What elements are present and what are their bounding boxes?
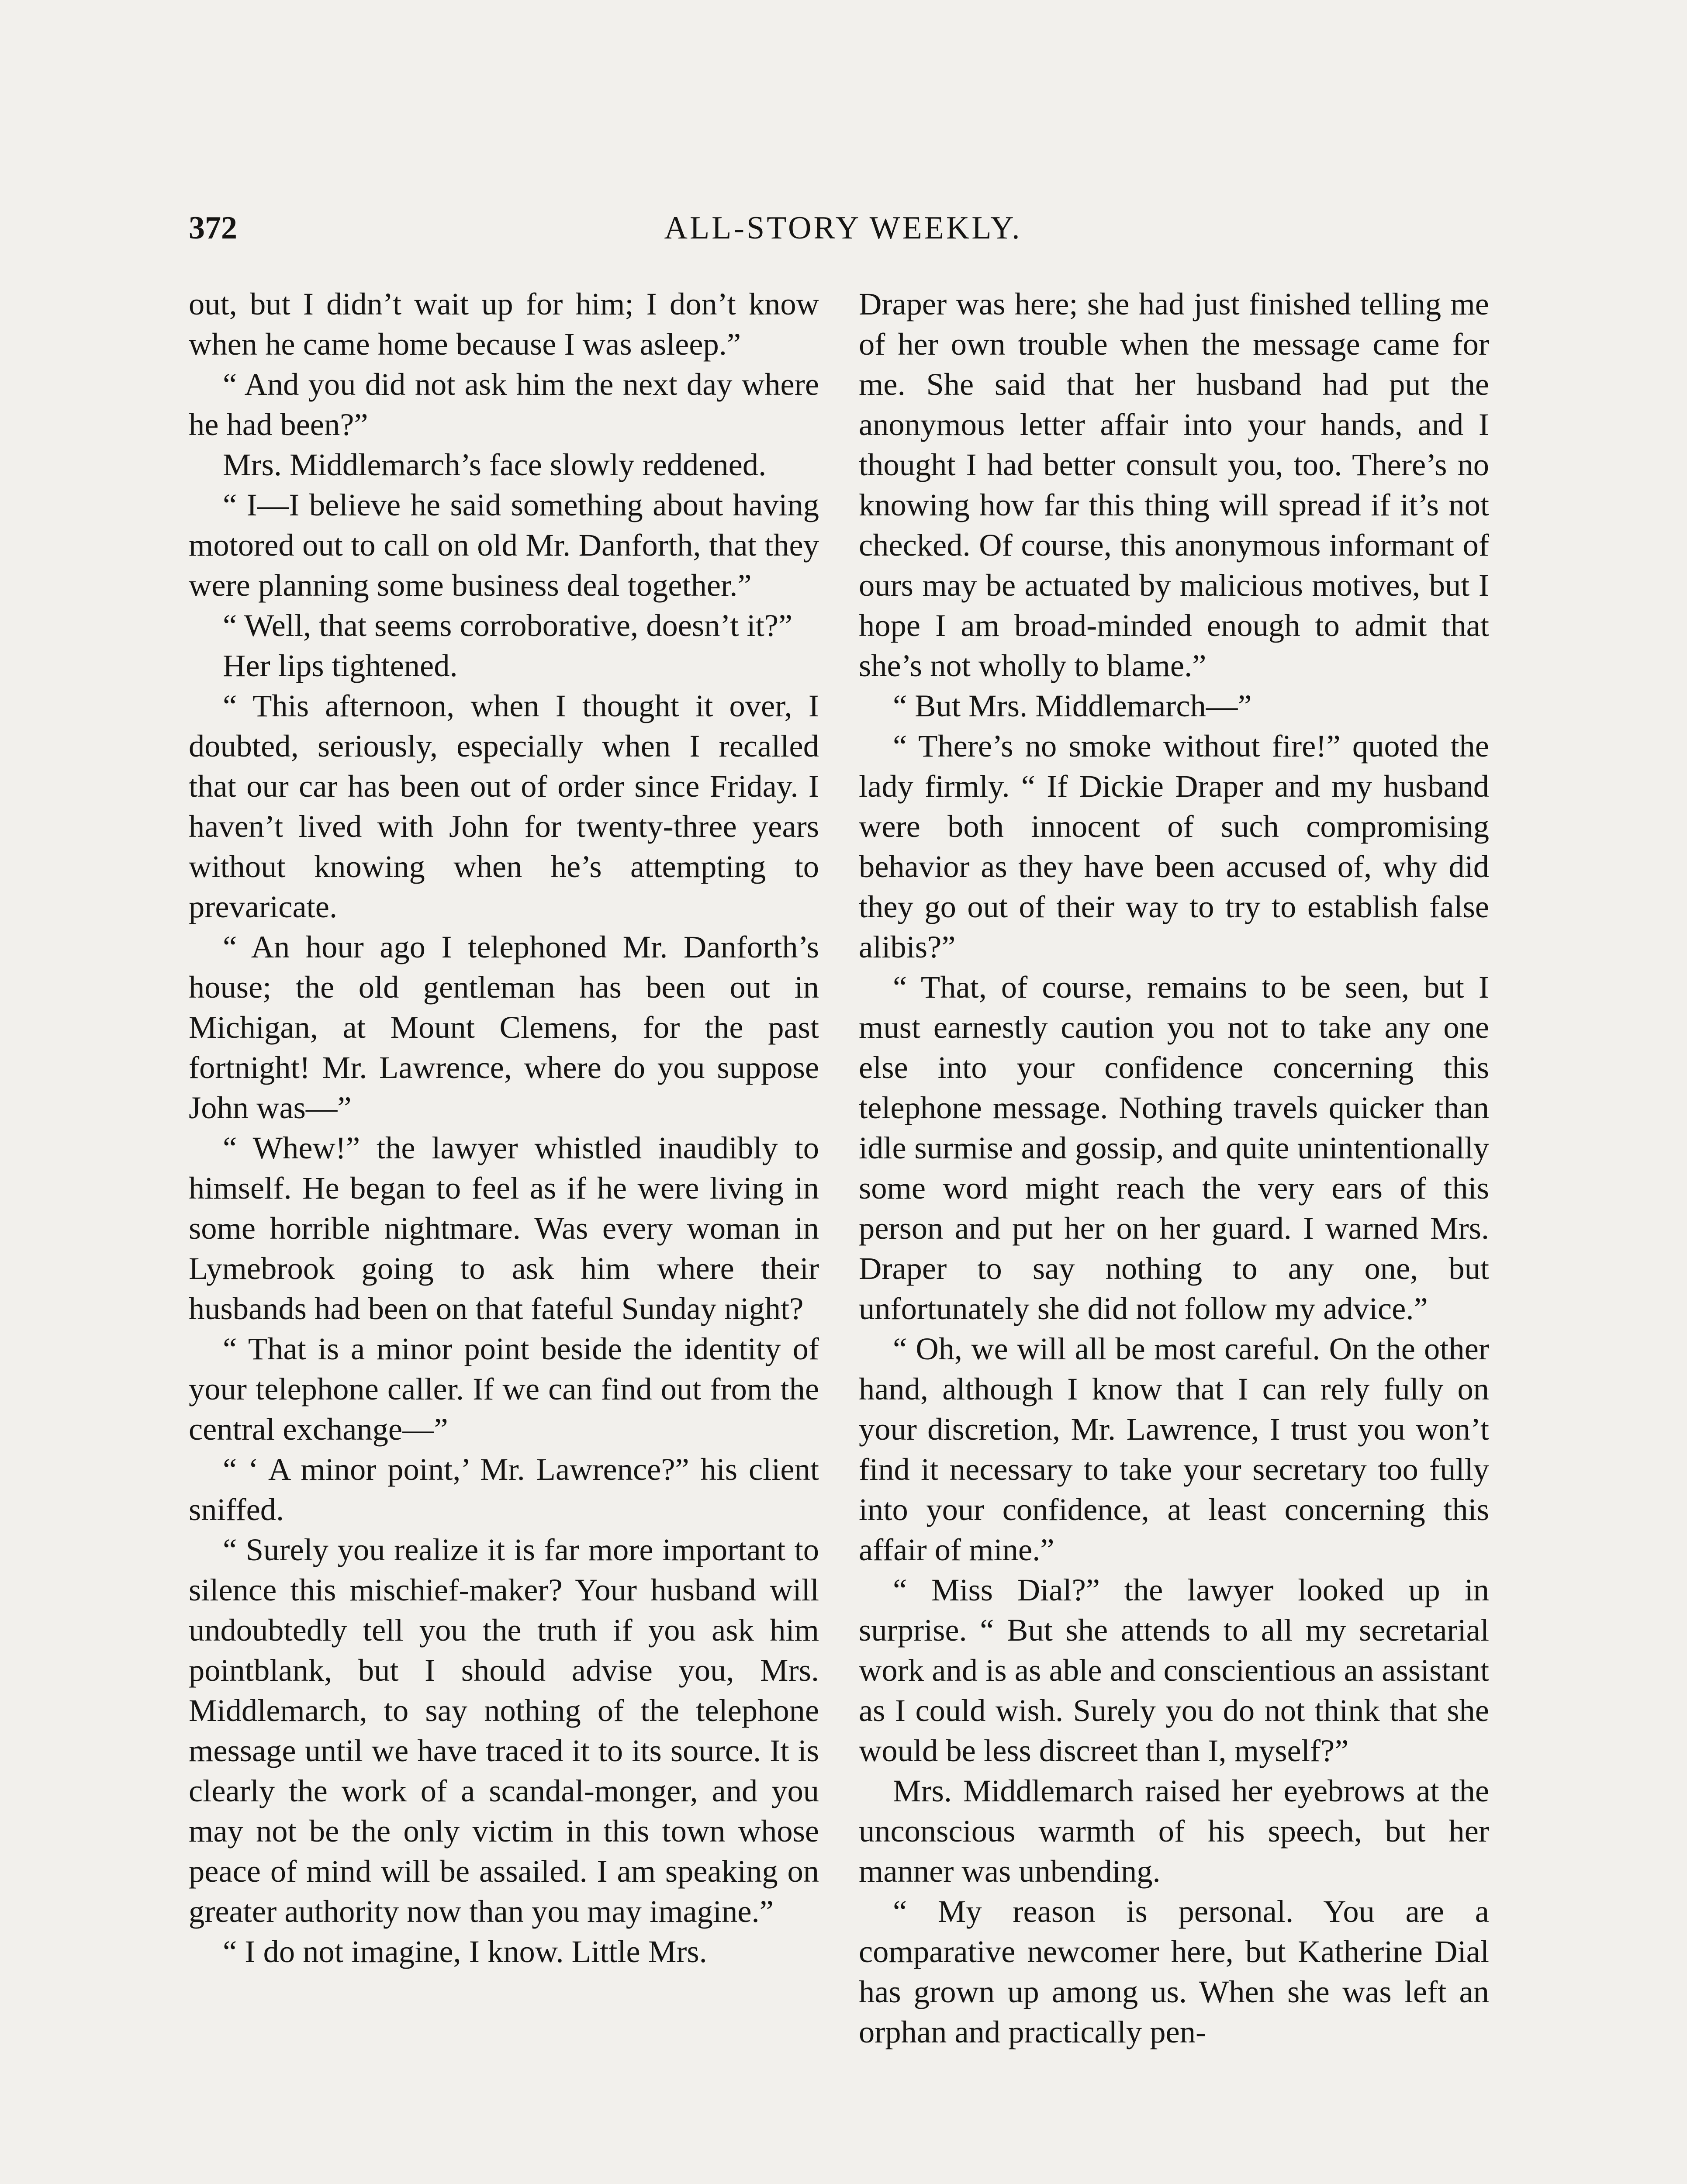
paragraph: Draper was here; she had just finished telling me of her own trouble when the message came for me. She said that her husband had put the anonymous letter affair into your hands, and I thought I had better consult you, too. There’s no knowing how far this thing will spread if it’s not checked. Of course, this anonymous informant of ours may be actuated by malicious motives, but I hope I am broad-minded enough to admit that she’s not wholly to blame.” [859,286,1489,683]
paragraph: Her lips tightened. [223,648,458,683]
paragraph: “ I do not imagine, I know. Little Mrs. [223,1934,707,1969]
paragraph: “ Miss Dial?” the lawyer looked up in surprise. “ But she attends to all my secretarial work and is as able and conscientious an assistant as I could wish. Surely you do not think that she would be less discreet than I, myself?” [859,1572,1489,1768]
paragraph: “ That is a minor point beside the identity of your telephone caller. If we can find out from the central exchange—” [189,1331,819,1447]
paragraph: “ Oh, we will all be most careful. On the other hand, although I know that I can rely fully on your discretion, Mr. Lawrence, I trust you won’t find it necessary to take your secretary too fully into your confidence, at least concerning this affair of mine.” [859,1331,1489,1567]
page-header [189,206,1497,254]
paragraph: “ I—I believe he said something about having motored out to call on old Mr. Danforth, that they were planning some business deal together.” [189,487,819,603]
paragraph: Mrs. Middlemarch raised her eyebrows at the unconscious warmth of his speech, but her manner was unbending. [859,1773,1489,1889]
paragraph: “ And you did not ask him the next day where he had been?” [189,366,819,442]
running-title: ALL-STORY WEEKLY. [664,210,1022,246]
paragraph: “ ‘ A minor point,’ Mr. Lawrence?” his client sniffed. [189,1451,819,1527]
page-number: 372 [189,210,237,246]
paragraph: “ But Mrs. Middlemarch—” [893,688,1252,723]
paragraph: “ This afternoon, when I thought it over, I doubted, seriously, especially when I recalled that our car has been out of order since Friday. I haven’t lived with John for twenty-three years without knowing when he’s attempting to prevaricate. [189,688,819,924]
paragraph: “ That, of course, remains to be seen, but I must earnestly caution you not to take any one else into your confidence concerning this telephone message. Nothing travels quicker than idle surmise and gossip, and quite unintentionally some word might reach the very ears of this person and put her on her guard. I warned Mrs. Draper to say nothing to any one, but unfortunately she did not follow my advice.” [859,969,1489,1326]
paragraph: out, but I didn’t wait up for him; I don’t know when he came home because I was asleep.” [189,286,819,362]
paragraph: “ Surely you realize it is far more important to silence this mischief-maker? Your husband will undoubtedly tell you the truth if you ask him pointblank, but I should advise you, Mrs. Middlemarch, to say nothing of the telephone message until we have traced it to its source. It is clearly the work of a scandal-monger, and you may not be the only victim in this town whose peace of mind will be assailed. I am speaking on greater authority now than you may imagine.” [189,1532,819,1929]
paragraph: “ Whew!” the lawyer whistled inaudibly to himself. He began to feel as if he were living in some horrible nightmare. Was every woman in Lymebrook going to ask him where their husbands had been on that fateful Sunday night? [189,1130,819,1326]
paragraph: “ An hour ago I telephoned Mr. Danforth’s house; the old gentleman has been out in Michigan, at Mount Clemens, for the past fortnight! Mr. Lawrence, where do you suppose John was—” [189,929,819,1125]
left-text-column [189,284,819,1972]
paragraph: “ My reason is personal. You are a comparative newcomer here, but Katherine Dial has grown up among us. When she was left an orphan and practically pen- [859,1894,1489,2049]
paragraph: “ Well, that seems corroborative, doesn’t it?” [223,608,793,643]
paragraph: Mrs. Middlemarch’s face slowly reddened. [223,447,767,482]
paragraph: “ There’s no smoke without fire!” quoted the lady firmly. “ If Dickie Draper and my husband were both innocent of such compromising behavior as they have been accused of, why did they go out of their way to try to establish false alibis?” [859,728,1489,964]
right-text-column [859,284,1489,2052]
